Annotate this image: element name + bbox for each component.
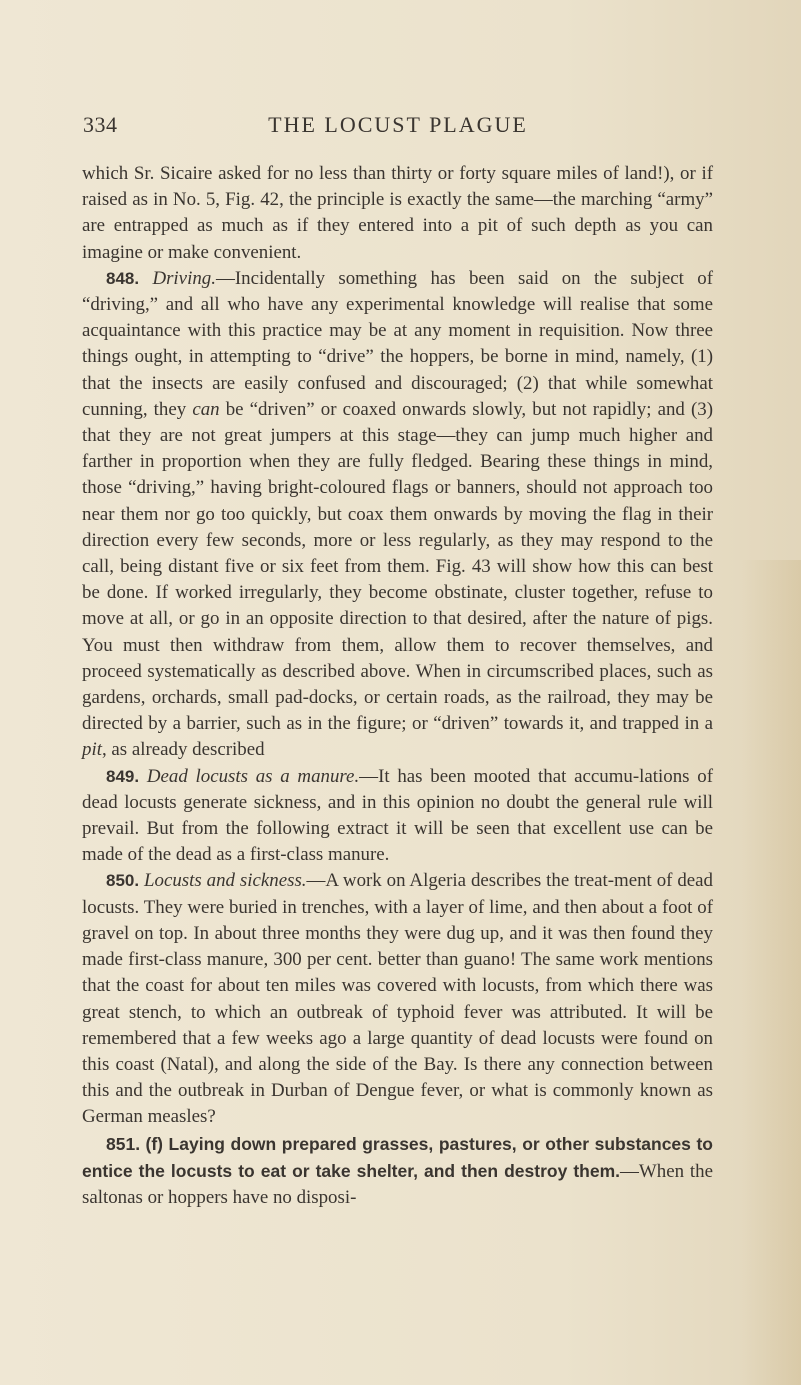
page-edge-shading — [741, 560, 801, 1385]
section-849 — [82, 764, 713, 869]
section-text-end: , as already described — [101, 739, 265, 761]
section-number: 849. — [106, 766, 140, 786]
page-header — [83, 112, 713, 140]
section-text-cont: be “driven” or coaxed onwards slowly, but not rapidly; and (3) that they are not great jumpers at this stage—they can jump much higher and farther in proportion when they are fully fledged. Bearing these things in mind, those “driving,” having bright-coloured flags or banners, should not approach too near them nor go too quickly, but coax them onwards by moving the flag in their direction every few seconds, more or less regularly, as they may respond to the call, being distant five or six feet from them. Fig. 43 will show how this can best be done. If worked irregularly, they become obstinate, cluster together, refuse to move at all, or go in an opposite direction to that desired, after the nature of pigs. You must then withdraw from them, allow them to recover themselves, and proceed systematically as described above. When in circumscribed places, such as gardens, orchards, small pad-docks, or certain roads, as the railroad, they may be directed by a barrier, such as in the figure; or “driven” towards it, and trapped in a — [82, 398, 713, 735]
running-title: THE LOCUST PLAGUE — [268, 112, 528, 137]
section-text: —A work on Algeria describes the treat-ment of dead locusts. They were buried in trenches, with a layer of lime, and then about a foot of gravel on top. In about three months they were dug up, and it was then found they made first-class manure, 300 per cent. better than guano! The same work mentions that the coast for about ten miles was covered with locusts, from which there was great stench, to which an outbreak of typhoid fever was attributed. It will be remembered that a few weeks ago a large quantity of dead locusts were found on this coast (Natal), and along the side of the Bay. Is there any connection between this and the outbreak in Durban of Dengue fever, or what is commonly known as German measles? — [82, 870, 713, 1128]
page-number: 334 — [83, 112, 118, 137]
section-title: Locusts and sickness. — [144, 870, 307, 892]
section-text: —It has been mooted that accumu-lations of dead locusts generate sickness, and in this opinion no doubt the general rule will prevail. But from the following extract it will be seen that excellent use can be made of the dead as a first-class manure. — [82, 765, 713, 866]
section-title: Driving. — [152, 267, 216, 289]
paragraph-continuation — [82, 161, 713, 266]
section-848 — [82, 266, 713, 764]
body-text — [82, 161, 713, 1211]
section-850 — [82, 868, 713, 1130]
paragraph-text: which Sr. Sicaire asked for no less than thirty or forty square miles of land!), or if raised as in No. 5, Fig. 42, the principle is exactly the same—the marching “army” are entrapped as much as if they entered into a pit of such depth as you can imagine or make convenient. — [82, 163, 713, 263]
emphasis-pit: pit — [82, 739, 102, 761]
section-title: Dead locusts as a manure. — [146, 765, 360, 787]
section-number: 848. — [106, 268, 140, 288]
section-number: 851. — [106, 1133, 141, 1154]
section-text: —Incidentally something has been said on the subject of “driving,” and all who have any experimental knowledge will realise that some acquaintance with this practice may be at any moment in requisition. Now three things ought, in attempting to “drive” the hoppers, be borne in mind, namely, (1) that the insects are easily confused and discouraged; (2) that while somewhat cunning, they — [82, 267, 713, 420]
emphasis-can: can — [192, 398, 220, 420]
section-number: 850. — [106, 871, 140, 891]
section-title: (f) Laying down prepared grasses, pastures, or other substances to entice the locusts to eat or take shelter, and then destroy them. — [82, 1133, 713, 1181]
section-851 — [82, 1131, 713, 1212]
section-text: —When the saltonas or hoppers have no disposi- — [82, 1160, 713, 1208]
